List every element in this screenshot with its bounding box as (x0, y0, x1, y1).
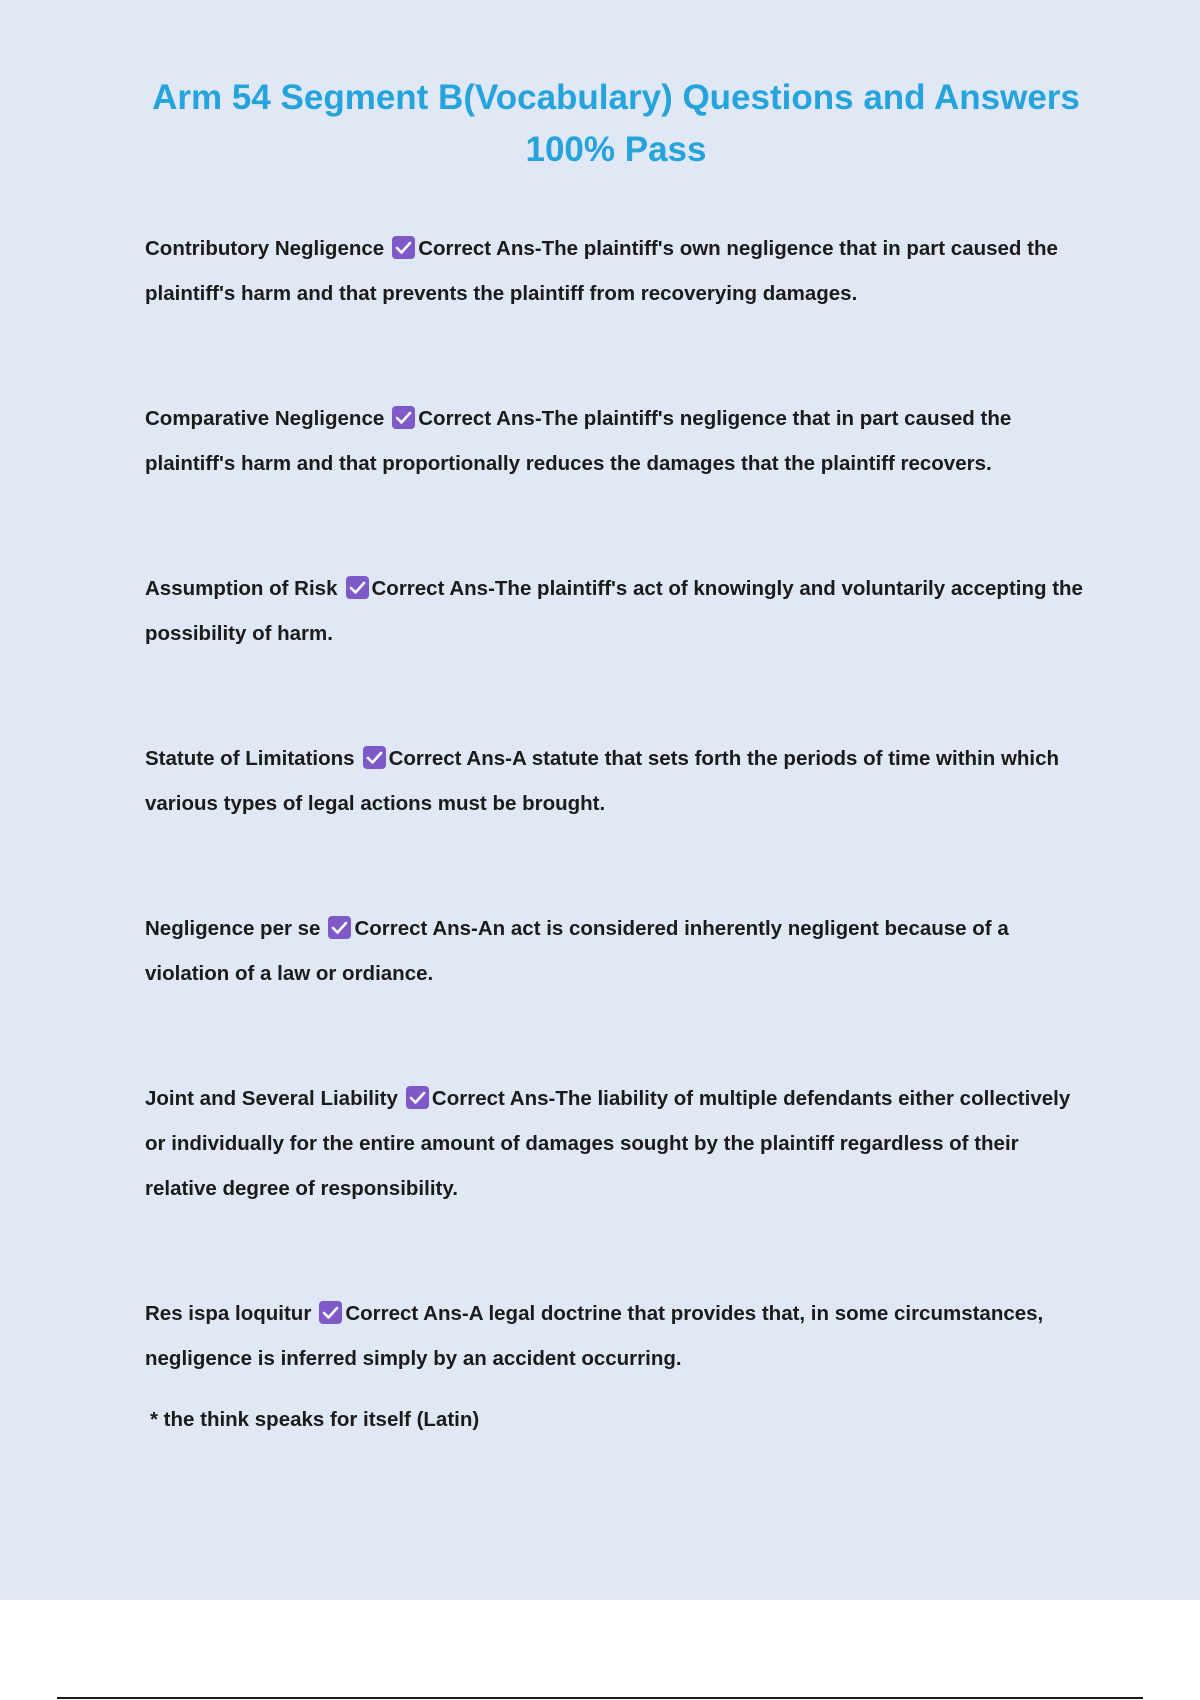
answer: Correct Ans-A legal doctrine that provides that, in some circumstances, negligence is inferred simply by an accident occurring. (145, 1302, 1044, 1370)
latin-note: * the think speaks for itself (Latin) (150, 1408, 480, 1431)
qa-item-comparative-negligence (145, 396, 1095, 486)
check-mark-icon (346, 576, 369, 599)
term: Joint and Several Liability (145, 1087, 398, 1110)
qa-item-contributory-negligence (145, 226, 1095, 316)
term: Res ispa loquitur (145, 1302, 312, 1325)
answer: Correct Ans-The plaintiff's own negligence that in part caused the plaintiff's harm and that prevents the plaintiff from recoverying damages. (145, 237, 1058, 305)
check-mark-icon (363, 746, 386, 769)
document-title: Arm 54 Segment B(Vocabulary) Questions and Answers 100% Pass (152, 78, 1080, 169)
answer: Correct Ans-The plaintiff's act of knowingly and voluntarily accepting the possibility of harm. (145, 577, 1083, 645)
answer: Correct Ans-A statute that sets forth the periods of time within which various types of legal actions must be brought. (145, 747, 1060, 815)
term: Assumption of Risk (145, 577, 338, 600)
term: Negligence per se (145, 917, 321, 940)
check-mark-icon (392, 406, 415, 429)
term: Statute of Limitations (145, 747, 355, 770)
term: Comparative Negligence (145, 407, 385, 430)
qa-item-statute-of-limitations (145, 736, 1095, 826)
answer: Correct Ans-The plaintiff's negligence that in part caused the plaintiff's harm and that proportionally reduces the damages that the plaintiff recovers. (145, 407, 1012, 475)
check-mark-icon (319, 1301, 342, 1324)
check-mark-icon (406, 1086, 429, 1109)
qa-item-res-ispa-loquitur (145, 1291, 1095, 1381)
footer-divider (57, 1697, 1143, 1699)
qa-item-joint-and-several-liability (145, 1076, 1095, 1211)
answer: Correct Ans-An act is considered inherently negligent because of a violation of a law or ordiance. (145, 917, 1009, 985)
qa-item-assumption-of-risk (145, 566, 1095, 656)
qa-item-negligence-per-se (145, 906, 1095, 996)
answer: Correct Ans-The liability of multiple defendants either collectively or individually for the entire amount of damages sought by the plaintiff regardless of their relative degree of responsibility. (145, 1087, 1071, 1200)
check-mark-icon (392, 236, 415, 259)
term: Contributory Negligence (145, 237, 385, 260)
check-mark-icon (328, 916, 351, 939)
